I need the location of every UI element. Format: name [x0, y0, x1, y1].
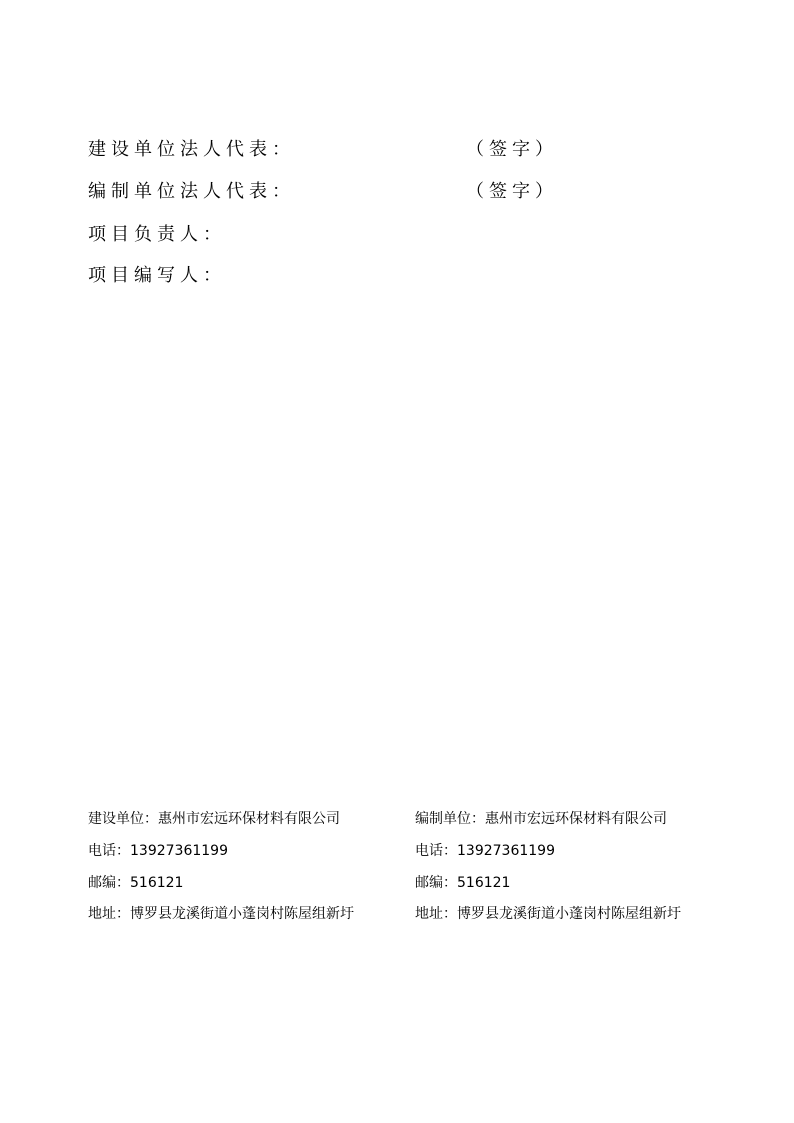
- project-lead-label: 项目负责人：: [88, 224, 226, 245]
- builder-phone: 电话：13927361199: [88, 843, 228, 859]
- builder-legal-rep-label: 建设单位法人代表：: [88, 139, 295, 160]
- project-writer-label: 项目编写人：: [88, 265, 226, 286]
- compiler-unit: 编制单位：惠州市宏远环保材料有限公司: [415, 811, 667, 827]
- compiler-phone: 电话：13927361199: [415, 843, 555, 859]
- builder-unit: 建设单位：惠州市宏远环保材料有限公司: [88, 811, 340, 827]
- builder-address: 地址：博罗县龙溪街道小蓬岗村陈屋组新圩: [88, 906, 354, 922]
- builder-postcode: 邮编：516121: [88, 875, 184, 891]
- compiler-signature-note: （签字）: [466, 181, 558, 202]
- compiler-postcode: 邮编：516121: [415, 875, 511, 891]
- compiler-legal-rep-label: 编制单位法人代表：: [88, 181, 295, 202]
- compiler-address: 地址：博罗县龙溪街道小蓬岗村陈屋组新圩: [415, 906, 681, 922]
- builder-signature-note: （签字）: [466, 139, 558, 160]
